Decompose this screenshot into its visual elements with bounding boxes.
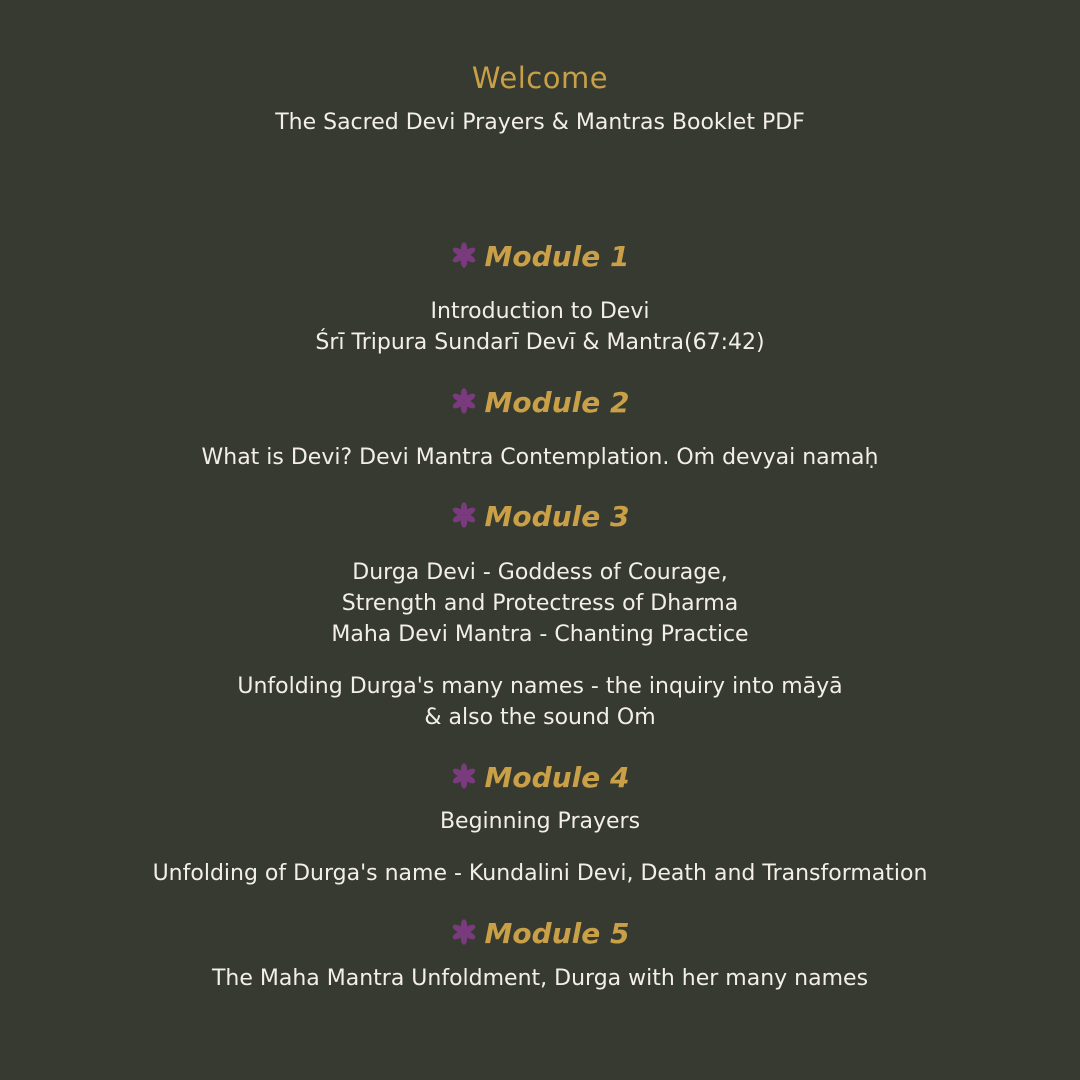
module-4-line-1: Beginning Prayers xyxy=(439,809,641,834)
module-heading-label: Module 3 xyxy=(484,500,630,533)
module-5-heading xyxy=(0,915,1080,952)
module-2-line-1: What is Devi? Devi Mantra Contemplation. Oṁ devyai namaḥ xyxy=(201,445,879,470)
flower-star-icon xyxy=(451,763,477,789)
module-5-line-1: The Maha Mantra Unfoldment, Durga with her many names xyxy=(211,966,869,991)
module-3-line-3: Maha Devi Mantra - Chanting Practice xyxy=(331,622,749,647)
booklet-subtitle: The Sacred Devi Prayers & Mantras Booklet PDF xyxy=(275,110,805,135)
flower-star-icon xyxy=(451,388,477,414)
module-3-line-5: & also the sound Oṁ xyxy=(424,705,656,730)
module-3-line-1: Durga Devi - Goddess of Courage, xyxy=(352,560,728,585)
module-3-heading xyxy=(0,498,1080,535)
module-3-line-4: Unfolding Durga's many names - the inquiry into māyā xyxy=(237,674,843,699)
module-2-heading xyxy=(0,384,1080,421)
flower-star-icon xyxy=(451,919,477,945)
module-heading-label: Module 2 xyxy=(484,386,630,419)
module-1-heading xyxy=(0,238,1080,275)
module-3-line-2: Strength and Protectress of Dharma xyxy=(341,591,739,616)
flower-star-icon xyxy=(451,502,477,528)
welcome-title: Welcome xyxy=(471,61,609,95)
module-1-line-2: Śrī Tripura Sundarī Devī & Mantra(67:42) xyxy=(315,330,765,355)
module-4-line-2: Unfolding of Durga's name - Kundalini Devi, Death and Transformation xyxy=(152,861,928,886)
module-heading-label: Module 5 xyxy=(484,917,630,950)
module-1-line-1: Introduction to Devi xyxy=(430,299,650,324)
module-heading-label: Module 4 xyxy=(484,761,630,794)
module-heading-label: Module 1 xyxy=(484,240,630,273)
flower-star-icon xyxy=(451,242,477,268)
module-4-heading xyxy=(0,759,1080,796)
